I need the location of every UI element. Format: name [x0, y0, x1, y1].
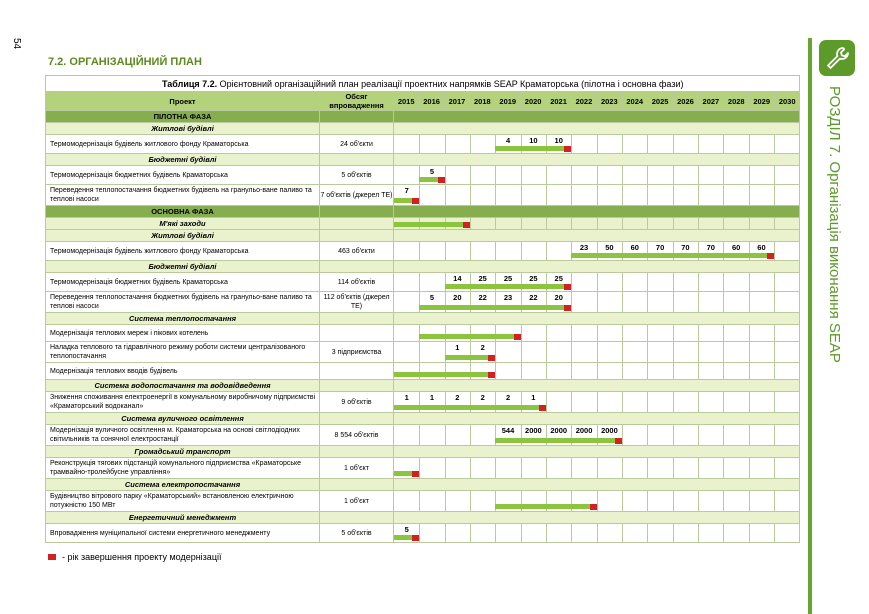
category-timeline-cell: [394, 230, 800, 242]
category-volume-cell: [320, 313, 394, 325]
header-year: 2016: [419, 92, 444, 111]
header-year: 2015: [394, 92, 419, 111]
category-volume-cell: [320, 230, 394, 242]
project-row: [46, 292, 800, 313]
project-volume: 3 підприємства: [320, 342, 394, 363]
timeline-cell: [394, 342, 800, 363]
header-year: 2017: [444, 92, 469, 111]
timeline-cell: [394, 292, 800, 313]
project-volume: 24 об'єкти: [320, 135, 394, 154]
category-name: Система теплопостачання: [46, 313, 320, 325]
project-name: Наладка теплового та гідравлічного режиму роботи системи централізованого теплопостачання: [46, 342, 320, 363]
timeline-bar: [495, 146, 571, 151]
wrench-icon: [819, 40, 855, 76]
category-name: М'які заходи: [46, 218, 320, 230]
year-value: 5: [429, 293, 435, 302]
category-row: [46, 123, 800, 135]
header-project: Проект: [46, 92, 320, 111]
header-year: 2029: [749, 92, 774, 111]
legend: [48, 552, 221, 562]
project-name: Будівництво вітрового парку «Краматорський» встановленою електричною потужністю 150 МВт: [46, 491, 320, 512]
timeline-cell: [394, 135, 800, 154]
completion-marker: [615, 438, 622, 444]
header-year: 2024: [622, 92, 647, 111]
year-value: 50: [605, 243, 614, 252]
completion-marker: [412, 198, 419, 204]
year-value: 5: [429, 167, 435, 176]
year-value: 2: [505, 393, 511, 402]
category-timeline-cell: [394, 413, 800, 425]
category-volume-cell: [320, 413, 394, 425]
header-year: 2019: [495, 92, 520, 111]
project-name: Переведення теплопостачання бюджетних будівель на гранульо-ване паливо та теплові насоси: [46, 292, 320, 313]
project-name: Переведення теплопостачання бюджетних будівель на гранульо-ване паливо та теплові насоси: [46, 185, 320, 206]
project-volume: 5 об'єктів: [320, 166, 394, 185]
year-value: 25: [529, 274, 538, 283]
year-value: 4: [505, 136, 511, 145]
year-value: 70: [655, 243, 665, 252]
completion-marker: [514, 334, 521, 340]
header-volume: Обсяг впровадження: [320, 92, 394, 111]
phase-name: ОСНОВНА ФАЗА: [46, 206, 320, 218]
project-row: [46, 325, 800, 342]
category-timeline-cell: [394, 380, 800, 392]
timeline-cell: [394, 218, 800, 230]
project-name: Термомодернізація бюджетних будівель Краматорська: [46, 166, 320, 185]
year-value: 60: [757, 243, 766, 252]
category-name: Система вуличного освітлення: [46, 413, 320, 425]
chapter-title: РОЗДІЛ 7. Організація виконання SEAP: [826, 86, 843, 363]
completion-marker: [412, 471, 419, 477]
category-name: Система електропостачання: [46, 479, 320, 491]
timeline-cell: [394, 458, 800, 479]
year-value: 544: [501, 426, 515, 435]
category-timeline-cell: [394, 313, 800, 325]
timeline-bar: [394, 222, 470, 227]
project-name: Модернізація теплових вводів будівель: [46, 363, 320, 380]
project-row: [46, 242, 800, 261]
phase-volume-cell: [320, 111, 394, 123]
timeline-bar: [445, 284, 572, 289]
project-name: Зниження споживання електроенергії в комунальному виробничому підприємстві «Краматорський водоканал»: [46, 392, 320, 413]
completion-marker: [463, 222, 470, 228]
year-value: 2: [480, 393, 485, 402]
timeline-cell: [394, 242, 800, 261]
timeline-bar: [394, 372, 495, 377]
project-row: [46, 524, 800, 543]
category-row: [46, 446, 800, 458]
header-year: 2020: [520, 92, 545, 111]
completion-marker-icon: [48, 554, 56, 560]
project-row: [46, 273, 800, 292]
project-volume: 9 об'єктів: [320, 392, 394, 413]
header-year: 2028: [724, 92, 749, 111]
year-value: 5: [404, 525, 409, 534]
category-row: [46, 413, 800, 425]
table-caption-row: [46, 76, 800, 92]
year-value: 2: [480, 343, 485, 352]
completion-marker: [767, 253, 774, 259]
project-name: Термомодернізація бюджетних будівель Краматорська: [46, 273, 320, 292]
category-timeline-cell: [394, 512, 800, 524]
year-value: 23: [503, 293, 513, 302]
category-volume-cell: [320, 154, 394, 166]
year-value: 14: [453, 274, 462, 283]
category-row: [46, 230, 800, 242]
category-volume-cell: [320, 512, 394, 524]
category-row: [46, 154, 800, 166]
year-value: 7: [404, 186, 409, 195]
year-value: 60: [630, 243, 639, 252]
header-year: 2026: [673, 92, 698, 111]
timeline-bar: [419, 305, 571, 310]
category-name: Житлові будівлі: [46, 230, 320, 242]
year-value: 1: [429, 393, 435, 402]
category-row: [46, 313, 800, 325]
phase-name: ПІЛОТНА ФАЗА: [46, 111, 320, 123]
completion-marker: [438, 177, 445, 183]
phase-timeline-cell: [394, 206, 800, 218]
header-year: 2018: [470, 92, 495, 111]
organizational-plan-table: [45, 75, 800, 543]
phase-timeline-cell: [394, 111, 800, 123]
timeline-cell: [394, 425, 800, 446]
header-year: 2021: [546, 92, 571, 111]
timeline-bar: [495, 504, 596, 509]
year-value: 60: [731, 243, 741, 252]
year-value: 1: [404, 393, 409, 402]
category-name: Система водопостачання та водовідведення: [46, 380, 320, 392]
completion-marker: [564, 305, 571, 311]
year-value: 25: [478, 274, 487, 283]
project-row: [46, 363, 800, 380]
project-name: Модернізація вуличного освітлення м. Краматорська на основі світлодіодних світильників та сонячної електростанції: [46, 425, 320, 446]
project-row: [46, 135, 800, 154]
category-timeline-cell: [394, 479, 800, 491]
project-name: Модернізація теплових мереж і пікових котелень: [46, 325, 320, 342]
completion-marker: [488, 372, 495, 378]
project-row: [46, 342, 800, 363]
year-value: 70: [706, 243, 715, 252]
table-caption-text: Орієнтовний організаційний план реалізації проектних напрямків SEAP Краматорська (пілотна і основна фази): [217, 78, 684, 89]
category-name: Житлові будівлі: [46, 123, 320, 135]
year-value: 2000: [550, 426, 568, 435]
year-value: 2000: [575, 426, 593, 435]
category-timeline-cell: [394, 446, 800, 458]
completion-marker: [412, 535, 419, 541]
timeline-bar: [495, 438, 622, 443]
category-row: [46, 479, 800, 491]
header-year: 2023: [597, 92, 622, 111]
year-value: 25: [503, 274, 513, 283]
project-name: Термомодернізація будівель житлового фонду Краматорська: [46, 242, 320, 261]
year-value: 70: [681, 243, 690, 252]
category-volume-cell: [320, 218, 394, 230]
year-value: 2: [455, 393, 460, 402]
completion-marker: [488, 355, 495, 361]
category-row: [46, 261, 800, 273]
project-name: Впровадження муніципальної системи енергетичного менеджменту: [46, 524, 320, 543]
category-volume-cell: [320, 123, 394, 135]
phase-row: [46, 206, 800, 218]
category-timeline-cell: [394, 261, 800, 273]
table-header-row: [46, 92, 800, 111]
timeline-cell: [394, 524, 800, 543]
year-value: 2000: [525, 426, 542, 435]
phase-volume-cell: [320, 206, 394, 218]
project-volume: [320, 325, 394, 342]
timeline-cell: [394, 392, 800, 413]
legend-text: - рік завершення проекту модернізації: [62, 552, 222, 562]
project-row: [46, 425, 800, 446]
category-row: [46, 512, 800, 524]
year-value: 20: [453, 293, 462, 302]
category-volume-cell: [320, 446, 394, 458]
project-volume: 463 об'єкти: [320, 242, 394, 261]
project-row: [46, 491, 800, 512]
section-title: 7.2. ОРГАНІЗАЦІЙНИЙ ПЛАН: [48, 56, 202, 68]
header-year: 2022: [571, 92, 596, 111]
project-name: Термомодернізація будівель житлового фонду Краматорська: [46, 135, 320, 154]
project-volume: 8 554 об'єктів: [320, 425, 394, 446]
project-volume: [320, 363, 394, 380]
year-value: 20: [554, 293, 563, 302]
project-name: Реконструкція тягових підстанцій комунального підприємства «Краматорське трамвайно-тролейбусне управління»: [46, 458, 320, 479]
category-timeline-cell: [394, 154, 800, 166]
header-year: 2027: [698, 92, 723, 111]
category-name: Енергетичний менеджмент: [46, 512, 320, 524]
category-volume-cell: [320, 261, 394, 273]
project-volume: 1 об'єкт: [320, 458, 394, 479]
year-value: 1: [455, 343, 460, 352]
timeline-bar: [394, 405, 546, 410]
page-number: 54: [11, 38, 22, 50]
category-row: [46, 380, 800, 392]
completion-marker: [564, 284, 571, 290]
year-value: 22: [478, 293, 487, 302]
completion-marker: [539, 405, 546, 411]
timeline-bar: [571, 253, 774, 258]
phase-row: [46, 111, 800, 123]
year-value: 23: [579, 243, 589, 252]
project-row: [46, 185, 800, 206]
project-volume: 114 об'єктів: [320, 273, 394, 292]
timeline-bar: [419, 334, 520, 339]
timeline-cell: [394, 166, 800, 185]
project-volume: 1 об'єкт: [320, 491, 394, 512]
category-name: Бюджетні будівлі: [46, 261, 320, 273]
table-caption-label: Таблиця 7.2.: [161, 78, 218, 89]
header-year: 2025: [647, 92, 672, 111]
year-value: 1: [531, 393, 536, 402]
year-value: 25: [554, 274, 563, 283]
category-row: [46, 218, 800, 230]
project-row: [46, 166, 800, 185]
category-timeline-cell: [394, 123, 800, 135]
timeline-cell: [394, 363, 800, 380]
completion-marker: [564, 146, 571, 152]
timeline-cell: [394, 491, 800, 512]
header-year: 2030: [774, 92, 800, 111]
timeline-cell: [394, 325, 800, 342]
year-value: 10: [554, 136, 563, 145]
timeline-cell: [394, 273, 800, 292]
project-volume: 5 об'єктів: [320, 524, 394, 543]
category-volume-cell: [320, 479, 394, 491]
project-row: [46, 392, 800, 413]
year-value: 22: [529, 293, 538, 302]
project-row: [46, 458, 800, 479]
completion-marker: [590, 504, 597, 510]
timeline-cell: [394, 185, 800, 206]
year-value: 2000: [601, 426, 618, 435]
project-volume: 7 об'єктів (джерел ТЕ): [320, 185, 394, 206]
year-value: 10: [529, 136, 538, 145]
project-volume: 112 об'єктів (джерел ТЕ): [320, 292, 394, 313]
category-name: Громадський транспорт: [46, 446, 320, 458]
category-volume-cell: [320, 380, 394, 392]
category-name: Бюджетні будівлі: [46, 154, 320, 166]
